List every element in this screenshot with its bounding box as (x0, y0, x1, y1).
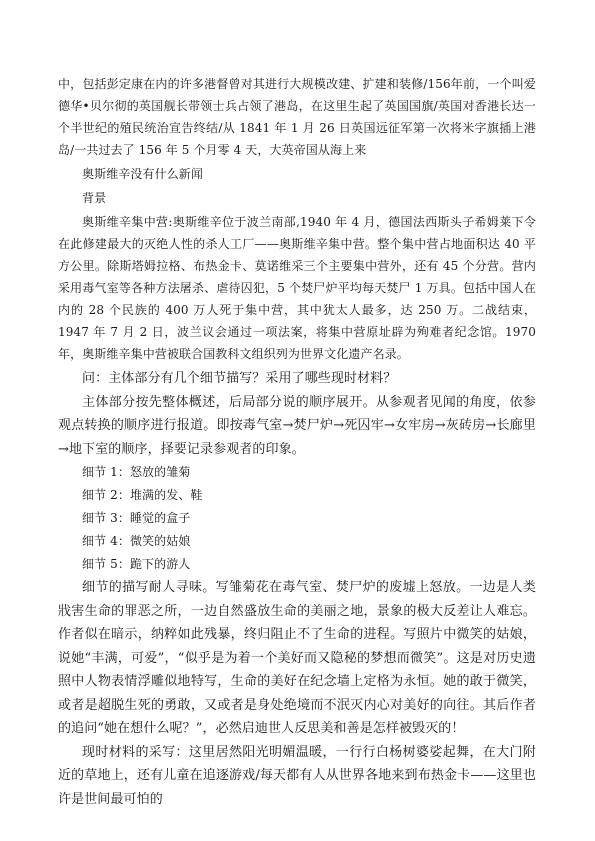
paragraph-detail-analysis: 细节的描写耐人寻味。写雏菊花在毒气室、焚尸炉的废墟上怒放。一边是人类戕害生命的罪恶之所，一边自然盛放生命的美丽之地，景象的极大反差让人难忘。作者似在暗示，纳粹如此残暴，终归阻止不了生命的进程。写照片中微笑的姑娘，说她“丰满，可爱”，“似乎是为着一个美好而又隐秘的梦想而微笑”。这是对历史遗照中人物表情浮雕似地特写，生命的美好在纪念墙上定格为永恒。她的敢于微笑，或者是超脱生死的勇敢，又或者是身处绝境而不泯灭内心对美好的向往。其后作者的追问“她在想什么呢？”，必然启迪世人反思美和善是怎样被毁灭的！ (58, 580, 536, 736)
paragraph-current-materials: 现时材料的采写：这里居然阳光明媚温暖，一行行白杨树婆娑起舞，在大门附近的草地上，还有儿童在追逐游戏/每天都有人从世界各地来到布热金卡——这里也许是世间最可怕的 (58, 744, 536, 807)
detail-list (58, 461, 536, 576)
paragraph-structure: 主体部分按先整体概述，后局部分说的顺序展开。从参观者见闻的角度，依参观点转换的顺序进行报道。即按毒气室→焚尸炉→死囚牢→女牢房→灰砖房→长廊里→地下室的顺序，择要记录参观者的印象。 (58, 394, 536, 457)
document-body (58, 73, 536, 811)
paragraph-auschwitz-background: 奥斯维辛集中营:奥斯维辛位于波兰南部,1940 年 4 月，德国法西斯头子希姆莱下令在此修建最大的灭绝人性的杀人工厂——奥斯维辛集中营。整个集中营占地面积达 40 平方公里。除斯塔姆拉格、布热金卡、莫诺维采三个主要集中营外，还有 45 个分营。营内采用毒气室等各种方法屠杀、虐待囚犯，5 个焚尸炉平均每天焚尸 1 万具。包括中国人在内的 28 个民族的 400 万人死于集中营，其中犹太人最多，达 250 万。二战结束，1947 年 7 月 2 日，波兰议会通过一项法案，将集中营原址辟为殉难者纪念馆。1970 年，奥斯维辛集中营被联合国教科文组织列为世界文化遗产名录。 (58, 215, 536, 361)
detail-item-3: 细节 3：睡觉的盒子 (82, 511, 191, 525)
detail-item-4: 细节 4：微笑的姑娘 (82, 534, 191, 548)
detail-item-2: 细节 2：堆满的发、鞋 (82, 488, 203, 502)
heading-background: 背景 (82, 191, 107, 205)
paragraph-hong-kong-history: 中，包括彭定康在内的许多港督曾对其进行大规模改建、扩建和装修/156年前，一个叫爱德华•贝尔彻的英国舰长带领士兵占领了港岛，在这里生起了英国国旗/英国对香港长达一个半世纪的殖民统治宣告终结/从 1841 年 1 月 26 日英国远征军第一次将米字旗插上港岛/一共过去了 156 年 5 个月零 4 天，大英帝国从海上来 (58, 77, 536, 157)
detail-item-1: 细节 1：怒放的雏菊 (82, 465, 191, 479)
heading-auschwitz-article: 奥斯维辛没有什么新闻 (82, 167, 204, 181)
question-details: 问：主体部分有几个细节描写？采用了哪些现时材料？ (82, 371, 397, 386)
detail-item-5: 细节 5：跪下的游人 (82, 557, 191, 571)
